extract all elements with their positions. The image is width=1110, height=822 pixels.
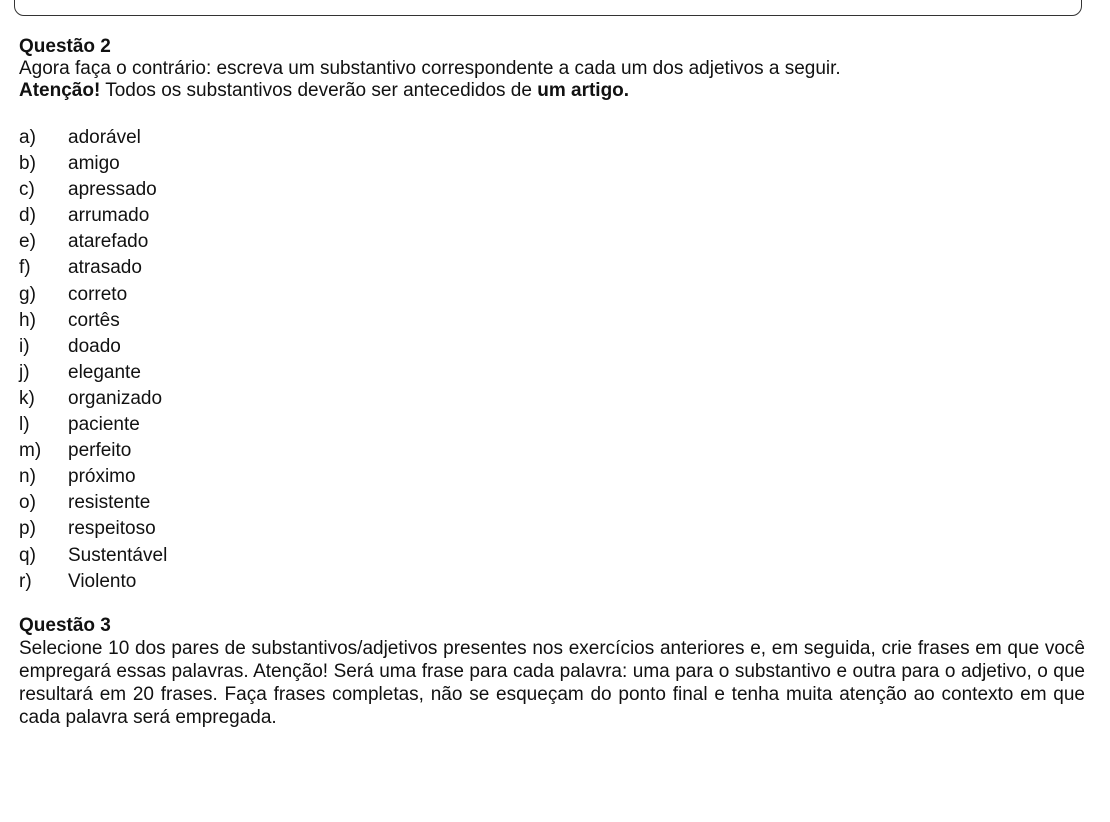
adjective-list (19, 125, 1085, 595)
item-letter: j) (19, 361, 30, 383)
item-word: elegante (68, 361, 141, 383)
item-letter: g) (19, 283, 36, 305)
item-word: adorável (68, 127, 141, 148)
item-letter: i) (19, 335, 30, 357)
item-letter: q) (19, 544, 36, 566)
item-word: paciente (68, 414, 140, 436)
item-word: organizado (68, 387, 163, 409)
item-word: próximo (68, 466, 136, 488)
question-3 (19, 615, 1085, 729)
item-letter: c) (19, 179, 35, 201)
item-letter: r) (19, 570, 32, 592)
item-letter: k) (19, 387, 35, 409)
list-item (19, 569, 1085, 595)
item-letter: l) (19, 414, 30, 436)
question-2 (19, 36, 1085, 595)
item-letter: h) (19, 309, 36, 331)
list-item (19, 255, 1085, 281)
question-2-instruction: Agora faça o contrário: escreva um substantivo correspondente a cada um dos adjetivos a seguir. (19, 58, 841, 79)
item-word: atarefado (68, 231, 149, 253)
list-item (19, 203, 1085, 229)
item-word: arrumado (68, 205, 150, 227)
question-3-title: Questão 3 (19, 614, 111, 636)
question-3-text: Selecione 10 dos pares de substantivos/adjetivos presentes nos exercícios anteriores e, em seguida, crie frases em que você empregará essas palavras. Atenção! Será uma frase para cada palavra: uma para o substantivo e outra para o adjetivo, o que resultará em 20 frases. Faça frases completas, não se esqueçam do ponto final e tenha muita atenção ao contexto em que cada palavra será empregada. (19, 637, 1085, 728)
item-letter: d) (19, 205, 36, 227)
list-item (19, 125, 1085, 151)
list-item (19, 360, 1085, 386)
list-item (19, 543, 1085, 569)
item-word: Sustentável (68, 544, 168, 566)
list-item (19, 516, 1085, 542)
item-word: doado (68, 335, 121, 357)
item-word: respeitoso (68, 518, 156, 540)
list-item (19, 386, 1085, 412)
item-word: cortês (68, 309, 120, 331)
item-letter: p) (19, 518, 36, 540)
item-word: perfeito (68, 440, 132, 462)
item-letter: n) (19, 466, 36, 488)
item-letter: a) (19, 127, 36, 148)
list-item (19, 490, 1085, 516)
question-2-title: Questão 2 (19, 36, 111, 57)
item-letter: f) (19, 257, 31, 279)
list-item (19, 438, 1085, 464)
list-item (19, 282, 1085, 308)
list-item (19, 464, 1085, 490)
list-item (19, 412, 1085, 438)
item-letter: m) (19, 440, 42, 462)
list-item (19, 308, 1085, 334)
attention-label: Atenção! (19, 80, 101, 101)
item-word: resistente (68, 492, 151, 514)
list-item (19, 229, 1085, 255)
list-item (19, 177, 1085, 203)
item-letter: b) (19, 153, 36, 175)
item-letter: e) (19, 231, 36, 253)
list-item (19, 334, 1085, 360)
question-2-attention (19, 80, 1085, 102)
worksheet-content (19, 36, 1085, 729)
item-word: atrasado (68, 257, 142, 279)
previous-question-box (14, 0, 1082, 16)
attention-bold-end: um artigo. (537, 80, 630, 101)
item-word: amigo (68, 153, 120, 175)
item-word: Violento (68, 570, 137, 592)
item-word: correto (68, 283, 128, 305)
item-letter: o) (19, 492, 36, 514)
list-item (19, 151, 1085, 177)
attention-text: Todos os substantivos deverão ser antecedidos de (100, 80, 538, 101)
item-word: apressado (68, 179, 157, 201)
